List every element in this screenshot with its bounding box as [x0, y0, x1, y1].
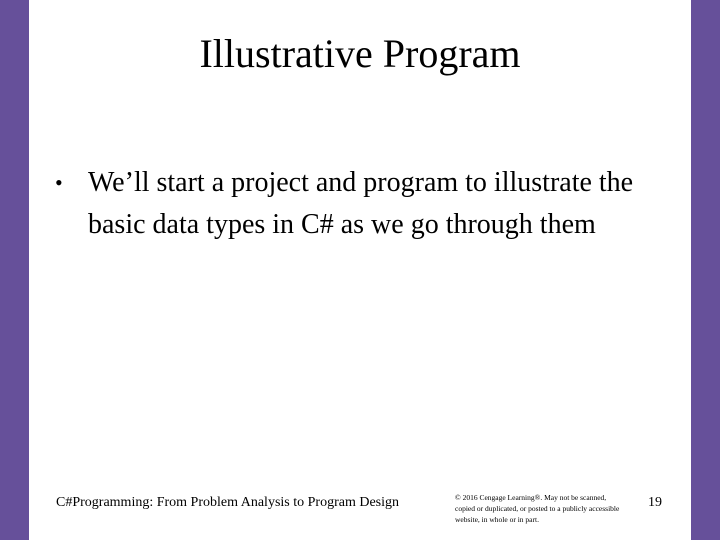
bullet-list	[55, 162, 675, 246]
footer-book-title: C#Programming: From Problem Analysis to Program Design	[56, 495, 399, 510]
page-number: 19	[648, 495, 662, 510]
slide-title: Illustrative Program	[199, 31, 521, 76]
left-accent-bar	[0, 0, 29, 540]
right-accent-bar	[691, 0, 720, 540]
bullet-icon: •	[55, 170, 63, 195]
footer-copyright: © 2016 Cengage Learning®. May not be scanned, copied or duplicated, or posted to a publicly accessible website, in whole or in part.	[455, 493, 620, 524]
bullet-item	[55, 162, 675, 246]
bullet-text: We’ll start a project and program to illustrate the basic data types in C# as we go through them	[88, 167, 634, 240]
